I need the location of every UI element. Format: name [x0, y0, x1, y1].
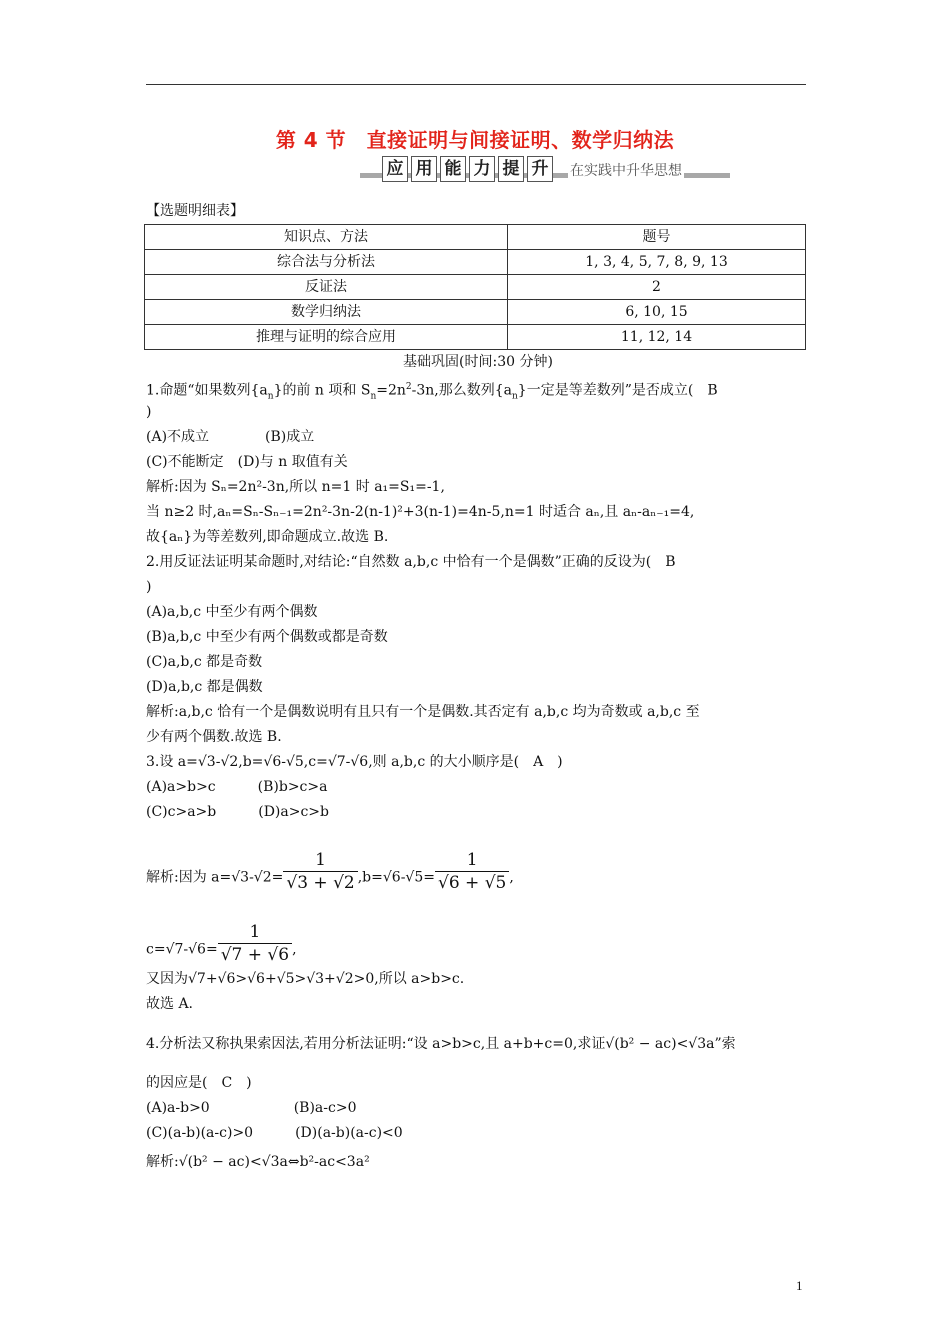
- q3-options-cd: (C)c>a>b (D)a>c>b: [146, 804, 330, 820]
- topic-table: [144, 224, 806, 350]
- q3-inequality: 又因为√7+√6>√6+√5>√3+√2>0,所以 a>b>c.: [146, 971, 465, 987]
- header-rule: [146, 84, 806, 85]
- fraction-a: $\frac{1}{√3 + √2}$: [283, 849, 357, 894]
- q1-solution-line: 故{aₙ}为等差数列,即命题成立.故选 B.: [146, 529, 389, 545]
- document-body: [146, 199, 810, 1178]
- q2-stem: 2.用反证法证明某命题时,对结论:“自然数 a,b,c 中恰有一个是偶数”正确的反设为( B: [146, 554, 676, 570]
- banner-slogan: 在实践中升华思想: [568, 160, 684, 180]
- q2-solution-line: 少有两个偶数.故选 B.: [146, 729, 282, 745]
- q3-stem: 3.设 a=√3-√2,b=√6-√5,c=√7-√6,则 a,b,c 的大小顺序是( A ): [146, 754, 563, 770]
- table-row: [145, 300, 806, 325]
- section-heading: 基础巩固(时间:30 分钟): [403, 354, 553, 370]
- banner-char: 提: [498, 156, 524, 182]
- table-cell: 6, 10, 15: [508, 300, 806, 325]
- q1-solution-line: 解析:因为 Sₙ=2n²-3n,所以 n=1 时 a₁=S₁=-1,: [146, 479, 445, 495]
- banner-char: 应: [382, 156, 408, 182]
- q4-options-cd: (C)(a-b)(a-c)>0 (D)(a-b)(a-c)<0: [146, 1125, 403, 1141]
- table-row: [145, 275, 806, 300]
- banner-char: 力: [469, 156, 495, 182]
- table-cell: 11, 12, 14: [508, 325, 806, 350]
- q2-option: (A)a,b,c 中至少有两个偶数: [146, 604, 318, 620]
- table-cell: 数学归纳法: [145, 300, 508, 325]
- q1-options-cd: (C)不能断定 (D)与 n 取值有关: [146, 454, 348, 470]
- table-cell: 推理与证明的综合应用: [145, 325, 508, 350]
- fraction-b: $\frac{1}{√6 + √5}$: [435, 849, 509, 894]
- q2-stem-close: ): [146, 579, 152, 595]
- q1-options-ab: (A)不成立 (B)成立: [146, 429, 315, 445]
- q3-solution-c: c=√7-√6= $\frac{1}{√7 + √6}$ ,: [146, 922, 297, 965]
- q4-solution: 解析:√(b² − ac)<√3a⇔b²-ac<3a²: [146, 1154, 370, 1170]
- fraction-c: $\frac{1}{√7 + √6}$: [218, 921, 292, 966]
- table-header-cell: 知识点、方法: [145, 225, 508, 250]
- banner-char: 升: [527, 156, 553, 182]
- banner-char: 能: [440, 156, 466, 182]
- page-number: 1: [796, 1278, 803, 1293]
- q3-choice: 故选 A.: [146, 996, 194, 1012]
- table-heading: 【选题明细表】: [146, 203, 244, 219]
- q3-solution-prefix: 解析:因为 a=√3-√2=: [146, 869, 284, 886]
- q1-stem-close: ): [146, 404, 152, 420]
- table-cell: 反证法: [145, 275, 508, 300]
- q4-stem-continued: 的因应是( C ): [146, 1075, 252, 1091]
- table-header-row: [145, 225, 806, 250]
- q3-options-ab: (A)a>b>c (B)b>c>a: [146, 779, 328, 795]
- table-row: [145, 325, 806, 350]
- banner-char: 用: [411, 156, 437, 182]
- q3-solution-b: ,b=√6-√5=: [357, 869, 435, 886]
- q2-solution-line: 解析:a,b,c 恰有一个是偶数说明有且只有一个是偶数.其否定有 a,b,c 均为奇数或 a,b,c 至: [146, 704, 700, 720]
- page-title: 第 4 节 直接证明与间接证明、数学归纳法: [275, 128, 675, 152]
- q2-option: (B)a,b,c 中至少有两个偶数或都是奇数: [146, 629, 388, 645]
- q2-option: (D)a,b,c 都是偶数: [146, 679, 263, 695]
- q1-stem: 1.命题“如果数列$\{a_n\}$的前 n 项和 $S_n=2n^2-3n$,那么数列$\{a_n\}$一定是等差数列”是否成立( B: [146, 382, 718, 402]
- table-cell: 综合法与分析法: [145, 250, 508, 275]
- q3-c-prefix: c=√7-√6=: [146, 941, 218, 958]
- q1-solution-line: 当 n≥2 时,aₙ=Sₙ-Sₙ₋₁=2n²-3n-2(n-1)²+3(n-1)=4n-5,n=1 时适合 aₙ,且 aₙ-aₙ₋₁=4,: [146, 504, 695, 520]
- q3-solution-fractions: 解析:因为 a=√3-√2= $\frac{1}{√3 + √2}$ ,b=√6-√5= $\frac{1}{√6 + √5}$ ,: [146, 850, 514, 893]
- banner-chars: [382, 156, 553, 182]
- q4-stem: 4.分析法又称执果索因法,若用分析法证明:“设 a>b>c,且 a+b+c=0,求证√(b² − ac)<√3a”索: [146, 1036, 736, 1052]
- table-cell: 2: [508, 275, 806, 300]
- q4-options-ab: (A)a-b>0 (B)a-c>0: [146, 1100, 357, 1116]
- table-cell: 1, 3, 4, 5, 7, 8, 9, 13: [508, 250, 806, 275]
- q2-option: (C)a,b,c 都是奇数: [146, 654, 263, 670]
- table-row: [145, 250, 806, 275]
- table-header-cell: 题号: [508, 225, 806, 250]
- section-banner: [360, 156, 730, 184]
